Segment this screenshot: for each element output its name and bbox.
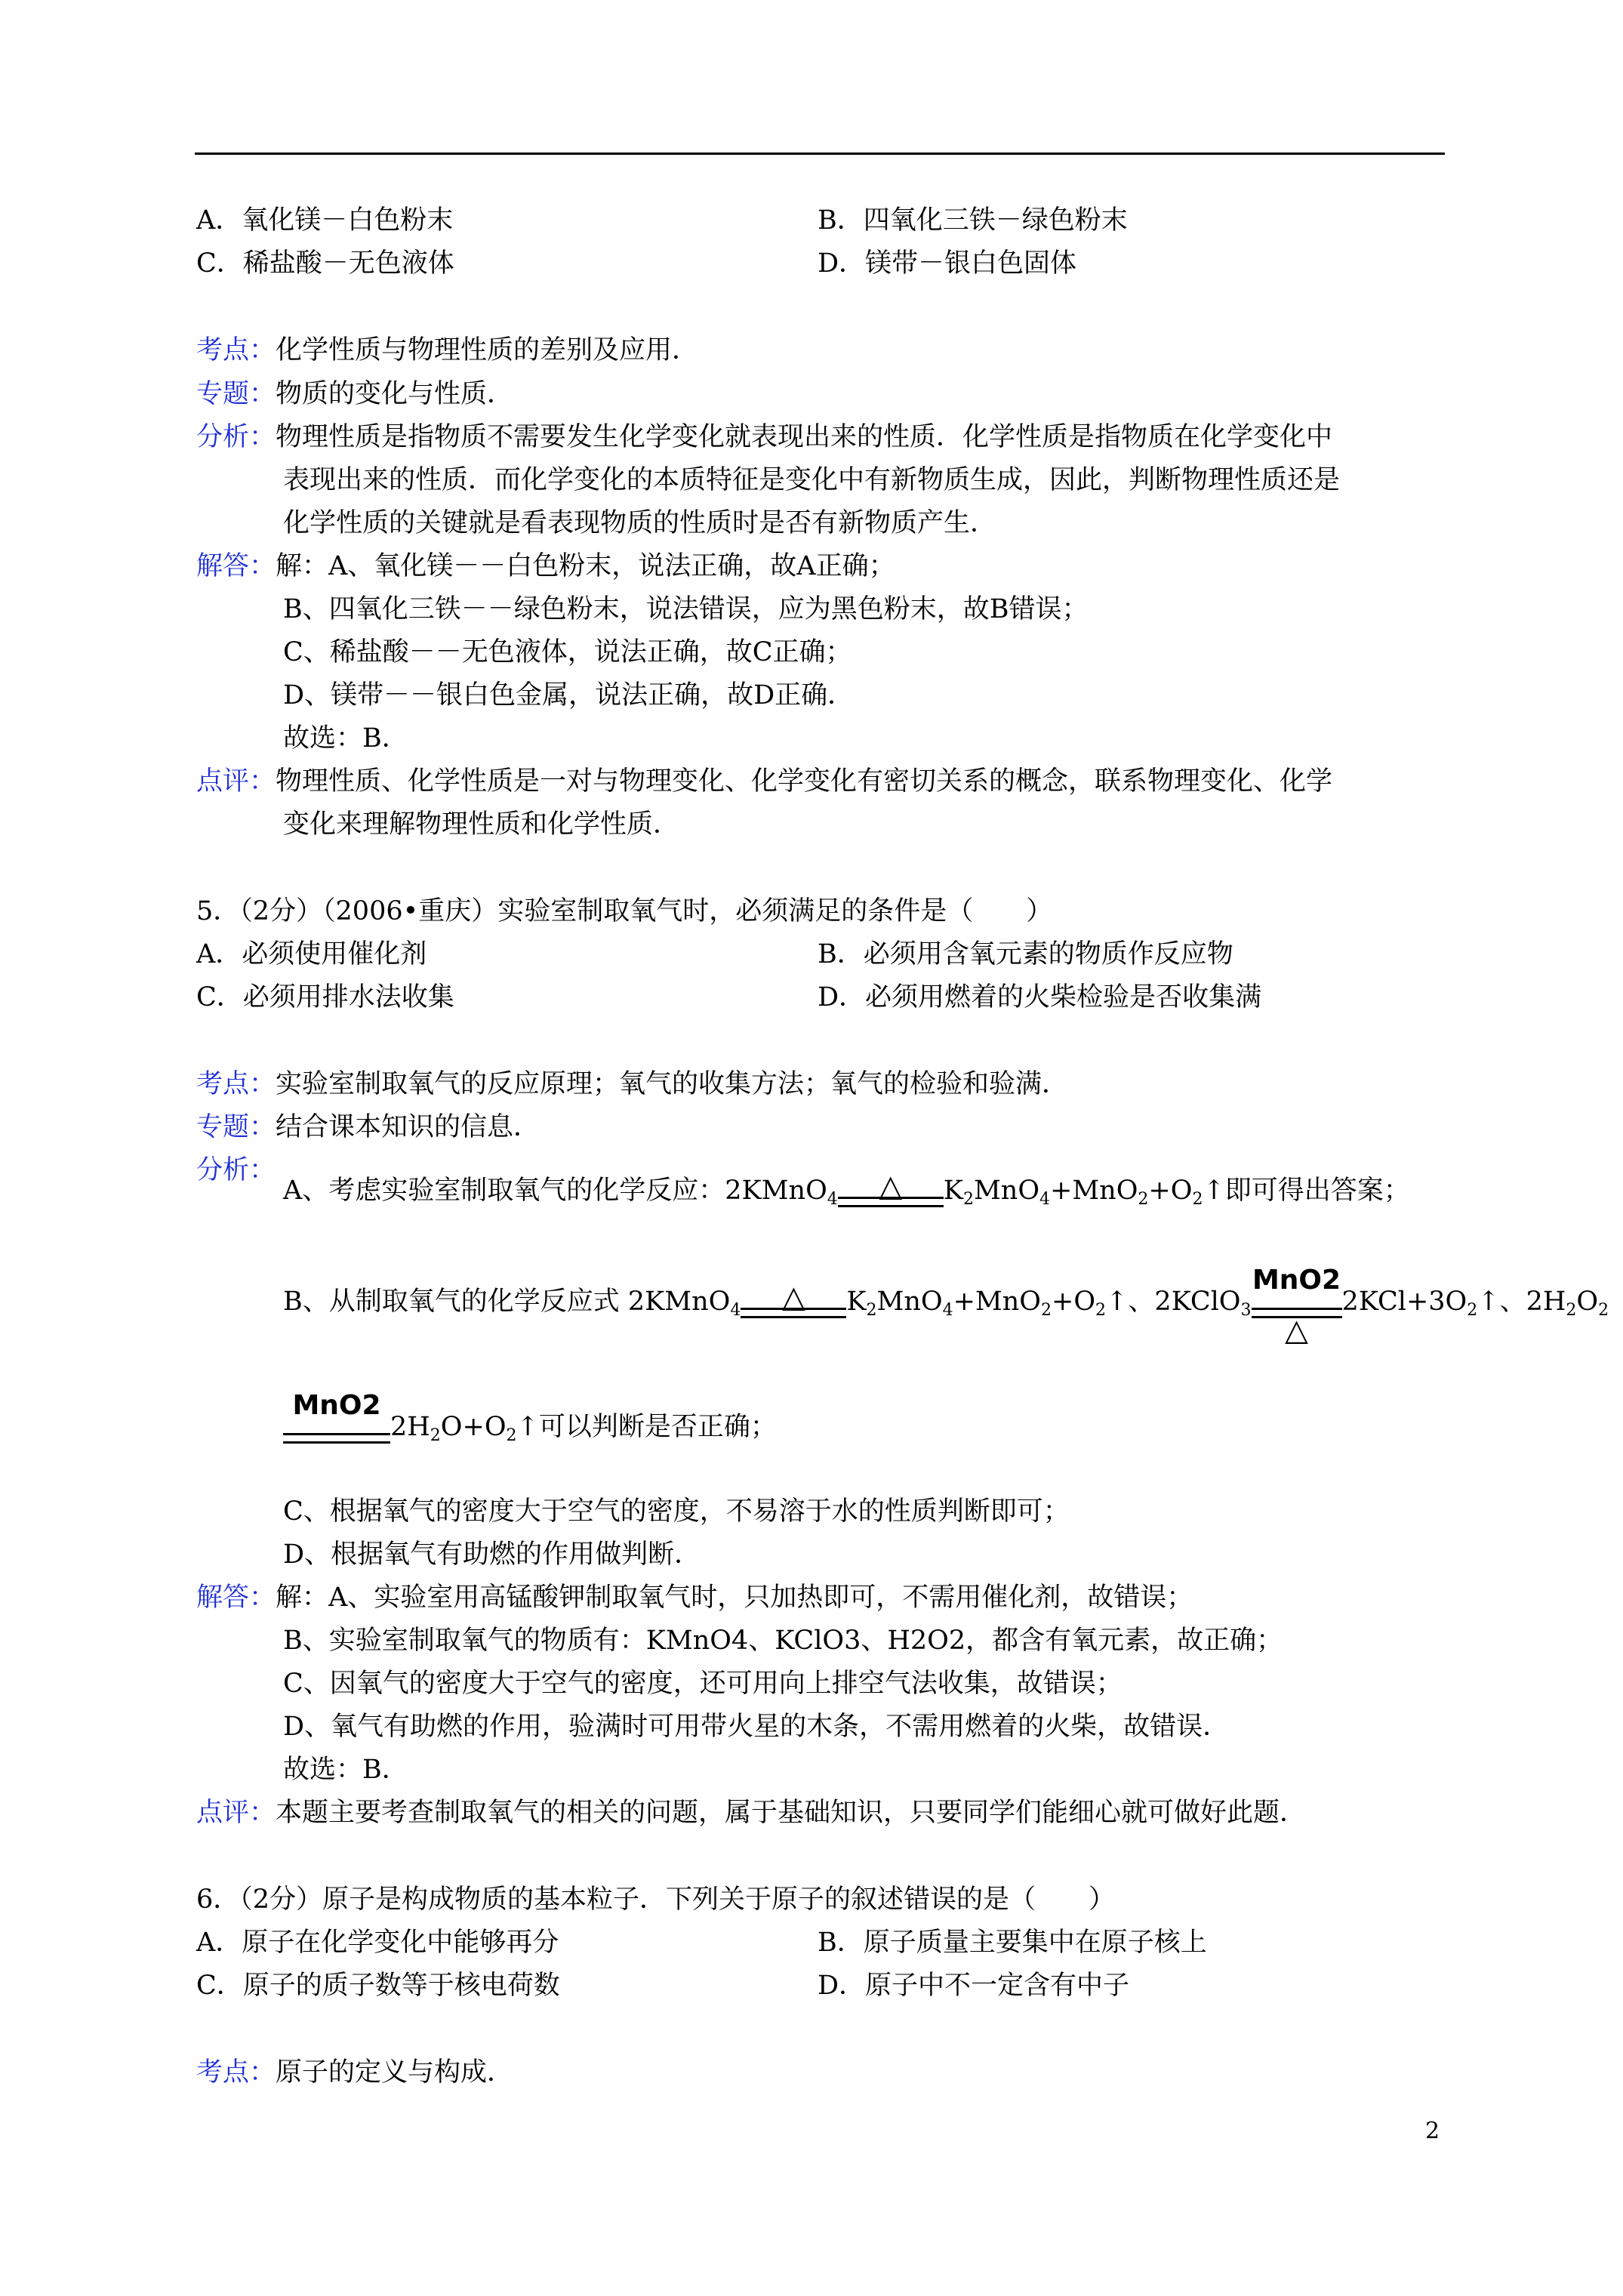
q5-fenxi-d: D、根据氧气有助燃的作用做判断．	[283, 1539, 701, 1570]
header-rule	[195, 153, 1445, 155]
q6-option-b: B．原子质量主要集中在原子核上	[818, 1928, 1207, 1958]
q4-jieda-line-5: 故选：B．	[283, 723, 408, 754]
q4-jieda-line-4: D、镁带－－银白色金属，说法正确，故D正确．	[283, 680, 855, 710]
q5-jieda-line-4: D、氧气有助燃的作用，验满时可用带火星的木条，不需用燃着的火柴，故错误．	[283, 1712, 1230, 1742]
q5-fenxi-label: 分析：	[196, 1155, 276, 1185]
q6-option-d: D．原子中不一定含有中子	[818, 1971, 1130, 2001]
page-number: 2	[1425, 2118, 1440, 2144]
q5-fenxi-a: A、考虑实验室制取氧气的化学反应：2KMnO$_4$ △ $K_2MnO_4+MnO_2+O_2↑$即可得出答案；	[283, 1168, 1410, 1209]
catalyst-condition-symbol: MnO2	[283, 1412, 390, 1445]
q5-stem: 5．（2分）（2006•重庆）实验室制取氧气时，必须满足的条件是（ ）	[196, 896, 1053, 926]
catalyst-heat-condition-symbol: MnO2 △	[1252, 1264, 1341, 1348]
fenxi-label: 分析：	[196, 422, 276, 452]
q4-jieda-line-1: 解答：解：A、氧化镁－－白色粉末，说法正确，故A正确；	[196, 551, 895, 581]
kaodian-label: 考点：	[196, 335, 276, 365]
q5-jieda-line-5: 故选：B．	[283, 1755, 408, 1785]
q4-option-a: A．氧化镁－白色粉末	[196, 205, 454, 236]
q4-option-b: B．四氧化三铁－绿色粉末	[818, 205, 1128, 236]
equation: 2KMnO$_4$	[725, 1176, 838, 1209]
q5-zhuanti: 专题：结合课本知识的信息．	[196, 1112, 540, 1142]
q6-stem: 6．（2分）原子是构成物质的基本粒子．下列关于原子的叙述错误的是（ ）	[196, 1885, 1116, 1915]
q4-option-c: C．稀盐酸－无色液体	[196, 248, 454, 279]
q5-kaodian: 考点：实验室制取氧气的反应原理；氧气的收集方法；氧气的检验和验满．	[196, 1069, 1069, 1099]
q6-option-a: A．原子在化学变化中能够再分	[196, 1928, 559, 1958]
q5-option-c: C．必须用排水法收集	[196, 982, 454, 1012]
q5-fenxi-c: C、根据氧气的密度大于空气的密度，不易溶于水的性质判断即可；	[283, 1496, 1070, 1527]
q4-option-d: D．镁带－银白色固体	[818, 248, 1077, 279]
q5-fenxi-b-cont: MnO2 $2H_2O+O_2↑$可以判断是否正确；	[283, 1410, 777, 1453]
heat-condition-symbol: △	[838, 1176, 944, 1209]
q5-jieda-line-3: C、因氧气的密度大于空气的密度，还可用向上排空气法收集，故错误；	[283, 1669, 1123, 1699]
q5-jieda-line-2: B、实验室制取氧气的物质有：KMnO4、KClO3、H2O2，都含有氧元素，故正确；	[283, 1626, 1283, 1656]
q6-kaodian: 考点：原子的定义与构成．	[196, 2057, 514, 2088]
dianping-label: 点评：	[196, 766, 276, 797]
q4-dianping-line-2: 变化来理解物理性质和化学性质．	[283, 809, 680, 840]
q4-jieda-line-3: C、稀盐酸－－无色液体，说法正确，故C正确；	[283, 637, 852, 667]
q5-option-a: A．必须使用催化剂	[196, 939, 427, 969]
q4-fenxi-line-1: 分析：物理性质是指物质不需要发生化学变化就表现出来的性质．化学性质是指物质在化学变化中	[196, 422, 1333, 452]
q5-option-d: D．必须用燃着的火柴检验是否收集满	[818, 982, 1262, 1012]
q5-dianping: 点评：本题主要考查制取氧气的相关的问题，属于基础知识，只要同学们能细心就可做好此题．	[196, 1798, 1307, 1828]
q4-fenxi-line-2: 表现出来的性质．而化学变化的本质特征是变化中有新物质生成，因此，判断物理性质还是	[283, 465, 1341, 495]
q5-option-b: B．必须用含氧元素的物质作反应物	[818, 939, 1233, 969]
q4-jieda-line-2: B、四氧化三铁－－绿色粉末，说法错误，应为黑色粉末，故B错误；	[283, 594, 1089, 624]
q4-fenxi-line-3: 化学性质的关键就是看表现物质的性质时是否有新物质产生．	[283, 508, 997, 538]
heat-condition-symbol: △	[741, 1287, 846, 1320]
q4-zhuanti: 专题：物质的变化与性质．	[196, 379, 514, 409]
q5-jieda-line-1: 解答：解：A、实验室用高锰酸钾制取氧气时，只加热即可，不需用催化剂，故错误；	[196, 1583, 1193, 1613]
q5-fenxi-b: B、从制取氧气的化学反应式 2KMnO$_4$ △ $K_2MnO_4+MnO_2+O_2↑$、2KClO$_3$ MnO2 △ $2KCl+3O_2↑$、$2H_2O_2$	[283, 1264, 1609, 1348]
q6-option-c: C．原子的质子数等于核电荷数	[196, 1971, 560, 2001]
jieda-label: 解答：	[196, 551, 276, 581]
q4-dianping-line-1: 点评：物理性质、化学性质是一对与物理变化、化学变化有密切关系的概念，联系物理变化、化学	[196, 766, 1333, 797]
zhuanti-label: 专题：	[196, 379, 276, 409]
q4-kaodian: 考点：化学性质与物理性质的差别及应用．	[196, 335, 699, 365]
